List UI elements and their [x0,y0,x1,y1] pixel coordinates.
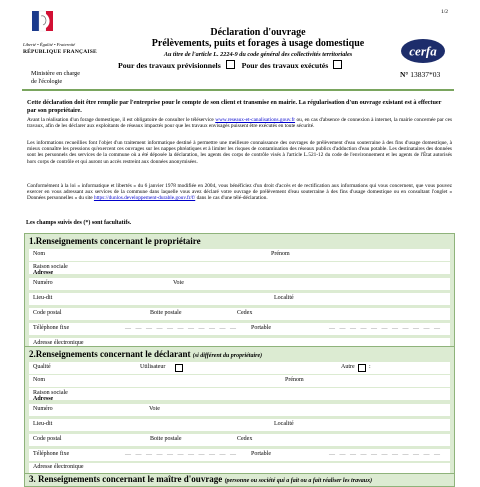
maitre-ouvrage-section [24,473,455,487]
declarant-telephone-fixe-label: Téléphone fixe [33,451,70,457]
declarant-telephone-fixe-placeholder: — — — — — — — — — — — [125,452,238,458]
declarant-raison-sociale-label: Raison sociale [33,390,68,396]
document-article-reference: Au titre de l'article L. 2224-9 du code général des collectivités territoriales [163,51,353,58]
declarant-nom-label: Nom [33,377,45,383]
cerfa-number-value: 13837*03 [410,70,441,79]
republic-motto: Liberté • Égalité • Fraternité [23,42,76,47]
declarant-portable-placeholder: — — — — — — — — — — — [329,452,442,458]
owner-boite-postale-label: Boite postale [150,310,182,316]
declarant-autre-checkbox[interactable] [358,364,366,372]
declarant-adresse-header [29,396,450,404]
declarant-section [24,346,455,474]
done-works-label: Pour des travaux exécutés [241,61,329,70]
owner-adresse-header [29,270,450,278]
owner-numero-label: Numéro [33,280,53,286]
cerfa-number-prefix: N° [400,70,409,79]
owner-portable-placeholder: — — — — — — — — — — — [329,326,442,332]
teleservice-link[interactable]: www.reseaux-et-canalisations.gouv.fr [215,117,296,123]
optional-fields-note: Les champs suivis des (*) sont facultatifs. [26,220,132,226]
intro-paragraph-1 [27,117,452,129]
republique-label: RÉPUBLIQUE FRANÇAISE [23,49,97,55]
declarant-section-title [29,349,262,359]
owner-lieu-dit-label: Lieu-dit [33,295,53,301]
owner-code-postal-label: Code postal [33,310,62,316]
done-works-checkbox[interactable] [333,60,342,69]
planned-works-checkbox[interactable] [226,60,235,69]
intro-bold-paragraph: Cette déclaration doit être remplie par l'entreprise pour le compte de son client et transmise en mairie. La régularisation d'un ouvrage existant est à effectuer par son propriétaire. [27,99,442,114]
owner-cedex-label: Cedex [237,310,253,316]
declarant-phone-row[interactable] [29,449,450,461]
page-number: 1/2 [441,9,449,15]
owner-telephone-fixe-label: Téléphone fixe [33,325,70,331]
owner-street-row[interactable] [29,278,450,290]
declarant-locality-row[interactable] [29,419,450,431]
declarant-title-note: (si différent du propriétaire) [192,353,263,359]
owner-prenom-label: Prénom [271,251,290,257]
declarant-cedex-label: Cedex [237,436,253,442]
declarant-title-text: 2.Renseignements concernant le déclarant [29,349,191,359]
owner-voie-label: Voie [173,280,184,286]
declarant-utilisateur-label: Utilisateur [140,364,166,370]
intro-p3-text-after: dans le cas d'une télé-déclaration. [196,195,268,202]
declarant-autre-label: Autre [341,364,355,370]
document-subtitle: Prélèvements, puits et forages à usage domestique [151,38,365,49]
owner-adresse-electronique-label: Adresse électronique [33,340,84,346]
intro-p1-text-before: Avant la réalisation d'un forage domestique, il est obligatoire de consulter le téléservice [27,117,214,123]
declarant-prenom-label: Prénom [285,377,304,383]
owner-section [24,233,455,359]
owner-locality-row[interactable] [29,293,450,305]
intro-p3-text-before: Conformément à la loi « informatique et libertés » du 6 janvier 1978 modifiée en 2004, vous bénéficiez d'un droit d'accès et de rectification aux informations qui vous concernent, que vous pouvez exercer en vous adressant aux services de la commune dans laquelle vous avez déclaré votre ouvrage de prélèvement d'eau souterraine à des fins d'usage domestique ou en consultant l'onglet « Données personnelles » du site [27,183,452,202]
declarant-code-postal-label: Code postal [33,436,62,442]
owner-nom-label: Nom [33,251,45,257]
planned-works-label: Pour des travaux prévisionnels [118,61,221,70]
owner-postal-row[interactable] [29,308,450,320]
cerfa-number [400,70,440,79]
declarant-autre-colon: : [369,364,371,370]
document-title: Déclaration d'ouvrage [210,27,306,38]
declarant-postal-row[interactable] [29,434,450,446]
intro-p1-text-after: ou, en cas d'absence de connexion à internet, la mairie concernée par ces travaux, afin de les déclarer aux exploitants de réseaux impactés pour que les travaux envisagés puissent être exécutés en toute sécurité. [27,117,453,130]
intro-paragraph-3 [27,183,452,202]
declarant-numero-label: Numéro [33,406,53,412]
owner-portable-label: Portable [251,325,271,331]
cerfa-logo-text: cerfa [409,43,437,59]
maitre-ouvrage-section-title [29,474,372,484]
declarant-portable-label: Portable [251,451,271,457]
owner-localite-label: Localité [274,295,294,301]
declarant-qualite-label: Qualité [33,364,51,370]
owner-adresse-label: Adresse [33,270,54,276]
owner-name-row[interactable] [29,249,450,261]
declarant-street-row[interactable] [29,404,450,416]
owner-section-title: 1.Renseignements concernant le propriétaire [29,236,201,246]
owner-phone-row[interactable] [29,323,450,335]
declarant-utilisateur-checkbox[interactable] [175,364,183,372]
marianne-logo [24,6,74,38]
ministry-label [31,70,111,85]
cerfa-logo [400,37,446,65]
owner-raison-sociale-label: Raison sociale [33,264,68,270]
declarant-localite-label: Localité [274,421,294,427]
declarant-adresse-electronique-label: Adresse électronique [33,464,84,470]
personal-data-link[interactable]: https://dunlos.developpement-durable.gouv.fr/f/ [93,195,196,202]
declarant-adresse-label: Adresse [33,396,54,402]
maitre-ouvrage-title-note: (personne ou société qui a fait ou a fait réaliser les travaux) [224,478,373,484]
maitre-ouvrage-title-text: 3. Renseignements concernant le maître d'ouvrage [29,474,223,484]
works-type-row [118,60,345,70]
declarant-lieu-dit-label: Lieu-dit [33,421,53,427]
intro-paragraph-2: Les informations recueillies font l'objet d'un traitement informatique destiné à permettre une meilleure connaissance des ouvrages de prélèvement d'eau souterraine à des fins d'usage domestique, à mieux connaître les pressions qu'exercent ces ouvrages sur les nappes phréatiques et à limiter les risques de contamination des réseaux publics d'adduction d'eau potable. Les destinataires des données sont les personnels des services de la commune où a été déposée la déclaration, les agents des corps de contrôle visés à l'article L.521-12 du code de l'environnement et les agents de l'État autorisés hors corps de contrôle et qui auront un accès restreint aux données anonymisées. [27,140,452,165]
declarant-voie-label: Voie [149,406,160,412]
owner-telephone-fixe-placeholder: — — — — — — — — — — — [125,326,238,332]
ministry-line-2: de l'écologie [31,77,63,85]
header-divider [22,89,454,91]
declarant-name-row[interactable] [29,375,450,387]
declarant-email-row[interactable] [29,463,450,473]
ministry-line-1: Ministère en charge [31,70,81,77]
declarant-qualite-row [29,362,450,374]
declarant-boite-postale-label: Boite postale [150,436,182,442]
